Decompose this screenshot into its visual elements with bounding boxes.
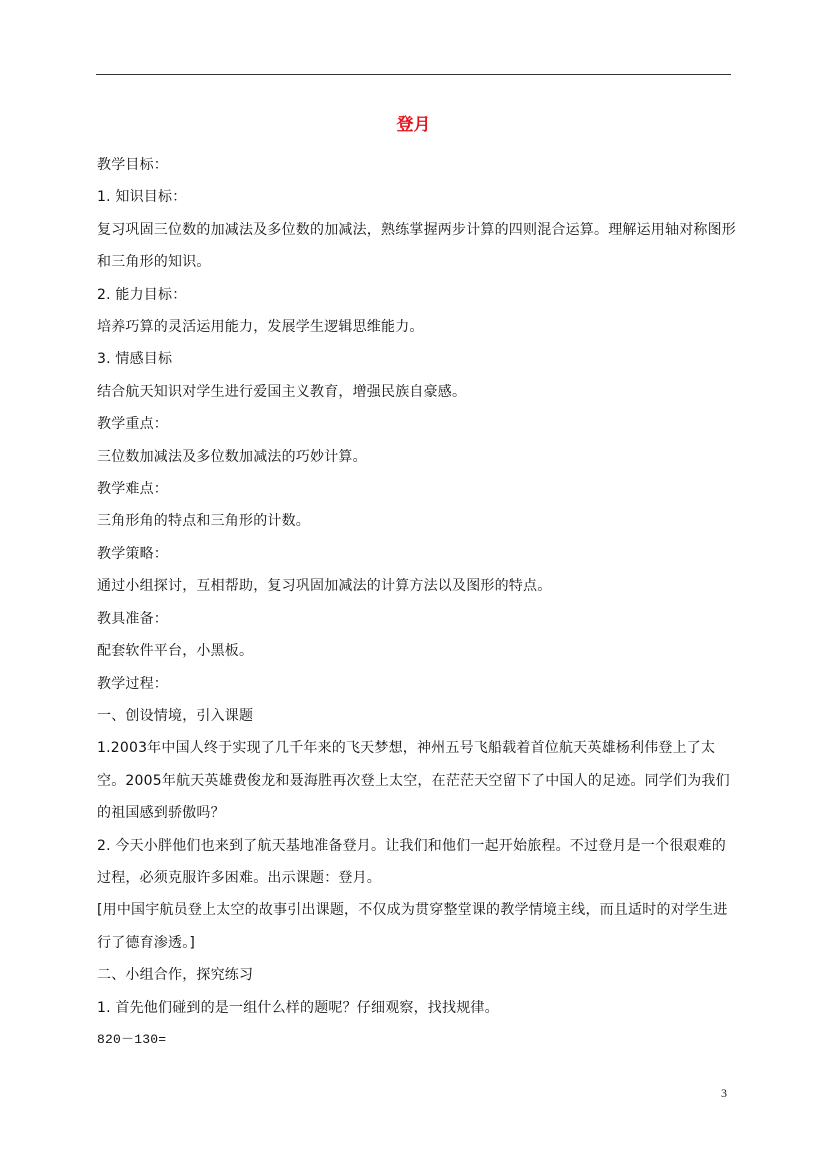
paragraph: 教学难点： [97,481,168,498]
paragraph: 复习巩固三位数的加减法及多位数的加减法，熟练掌握两步计算的四则混合运算。理解运用轴对称图形和三角形的知识。 [97,221,736,271]
paragraph: 三角形角的特点和三角形的计数。 [97,513,310,530]
paragraph: 二、小组合作，探究练习 [97,967,254,984]
document-body [97,149,737,1056]
paragraph: 2. 能力目标： [97,286,187,303]
paragraph: 教学目标： [97,157,168,173]
paragraph: 配套软件平台，小黑板。 [97,643,254,660]
header-rule [96,74,731,75]
paragraph: 1.2003年中国人终于实现了几千年来的飞天梦想，神州五号飞船载着首位航天英雄杨利伟登上了太空。2005年航天英雄费俊龙和聂海胜再次登上太空，在茫茫天空留下了中国人的足迹。同学们为我们的祖国感到骄傲吗？ [97,740,730,822]
paragraph: [用中国宇航员登上太空的故事引出课题，不仅成为贯穿整堂课的教学情境主线，而且适时的对学生进行了德育渗透。] [97,902,728,951]
paragraph: 教学过程： [97,675,168,692]
paragraph: 一、创设情境，引入课题 [97,707,254,724]
paragraph: 培养巧算的灵活运用能力，发展学生逻辑思维能力。 [97,319,424,336]
paragraph: 1. 首先他们碰到的是一组什么样的题呢？仔细观察，找找规律。 [97,999,499,1016]
page-number: 3 [721,1086,727,1100]
paragraph: 教学策略： [97,545,168,562]
paragraph: 教具准备： [97,610,168,627]
paragraph: 教学重点： [97,416,168,433]
paragraph: 结合航天知识对学生进行爱国主义教育，增强民族自豪感。 [97,383,467,400]
paragraph: 2. 今天小胖他们也来到了航天基地准备登月。让我们和他们一起开始旅程。不过登月是一个很艰难的过程，必须克服许多困难。出示课题：登月。 [97,837,727,886]
document-title: 登月 [396,115,431,135]
paragraph: 3. 情感目标 [97,351,173,368]
paragraph: 通过小组探讨，互相帮助，复习巩固加减法的计算方法以及图形的特点。 [97,578,552,595]
paragraph: 三位数加减法及多位数加减法的巧妙计算。 [97,448,367,465]
equation: 820－130= [97,1031,167,1047]
paragraph: 1. 知识目标： [97,189,187,206]
